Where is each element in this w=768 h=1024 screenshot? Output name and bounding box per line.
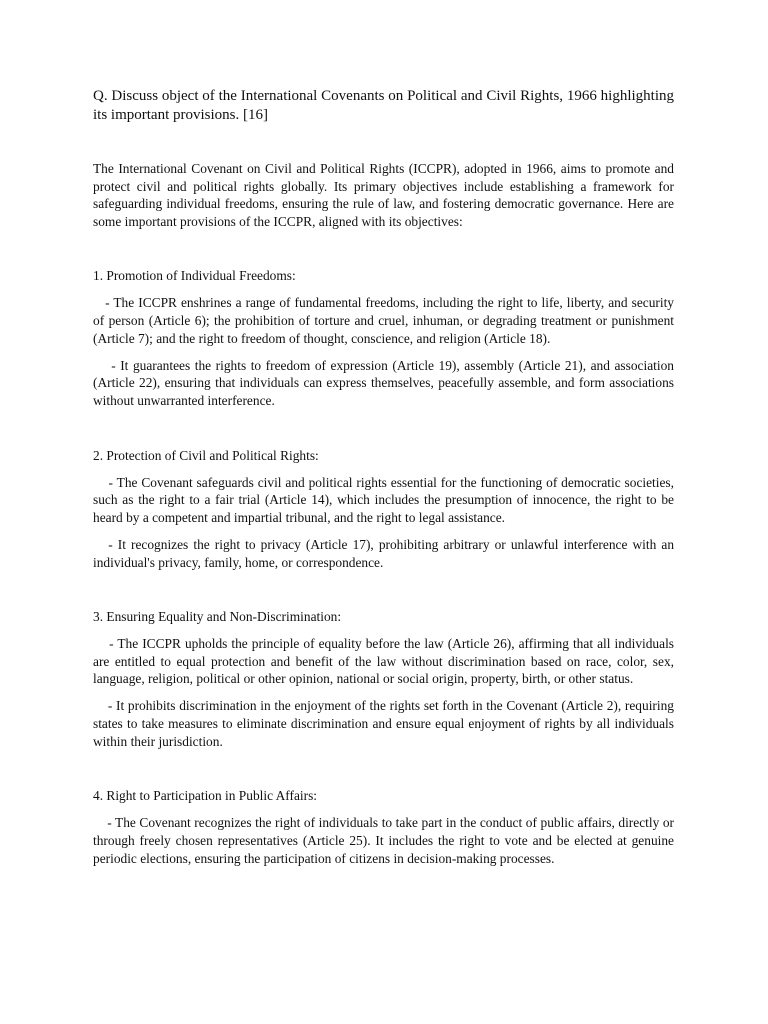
section-heading: 4. Right to Participation in Public Affairs:: [93, 788, 318, 804]
section-paragraph: - It prohibits discrimination in the enjoyment of the rights set forth in the Covenant (Article 2), requiring states to take measures to eliminate discrimination and ensure equal enjoyment of rights by all individuals within their jurisdiction.: [93, 698, 678, 749]
section-paragraph: - It guarantees the rights to freedom of expression (Article 19), assembly (Article 21), and association (Article 22), ensuring that individuals can express themselves, peacefully assemble, and form associations without unwarranted interference.: [93, 357, 678, 408]
section-4: [93, 787, 678, 867]
document-page: [93, 87, 678, 877]
section-1: [93, 267, 678, 409]
intro-paragraph: The International Covenant on Civil and Political Rights (ICCPR), adopted in 1966, aims to promote and protect civil and political rights globally. Its primary objectives include establishing a framework for safeguarding individual freedoms, ensuring the rule of law, and fostering democratic governance. Here are some important provisions of the ICCPR, aligned with its objectives:: [93, 161, 674, 229]
section-paragraph: - It recognizes the right to privacy (Article 17), prohibiting arbitrary or unlawful interference with an individual's privacy, family, home, or correspondence.: [93, 536, 678, 570]
section-paragraph: - The Covenant safeguards civil and political rights essential for the functioning of democratic societies, such as the right to a fair trial (Article 14), which includes the presumption of innocence, the right to be heard by a competent and impartial tribunal, and the right to legal assistance.: [93, 474, 678, 525]
section-paragraph: - The ICCPR upholds the principle of equality before the law (Article 26), affirming that all individuals are entitled to equal protection and benefit of the law without discrimination based on race, color, sex, language, religion, political or other opinion, national or social origin, property, birth, or other status.: [93, 636, 678, 687]
question-text: Q. Discuss object of the International Covenants on Political and Civil Rights, 1966 highlighting its important provisions. [16]: [93, 88, 674, 123]
section-paragraph: - The Covenant recognizes the right of individuals to take part in the conduct of public affairs, directly or through freely chosen representatives (Article 25). It includes the right to vote and be elected at genuine periodic elections, ensuring the participation of citizens in decision-making processes.: [93, 815, 678, 866]
section-heading: 3. Ensuring Equality and Non-Discrimination:: [93, 609, 342, 625]
section-heading: 2. Protection of Civil and Political Rights:: [93, 447, 319, 463]
section-2: [93, 447, 678, 572]
section-heading: 1. Promotion of Individual Freedoms:: [93, 268, 296, 284]
section-3: [93, 608, 678, 750]
section-paragraph: - The ICCPR enshrines a range of fundamental freedoms, including the right to life, liberty, and security of person (Article 6); the prohibition of torture and cruel, inhuman, or degrading treatment or punishment (Article 7); and the right to freedom of thought, conscience, and religion (Article 18).: [93, 295, 678, 346]
